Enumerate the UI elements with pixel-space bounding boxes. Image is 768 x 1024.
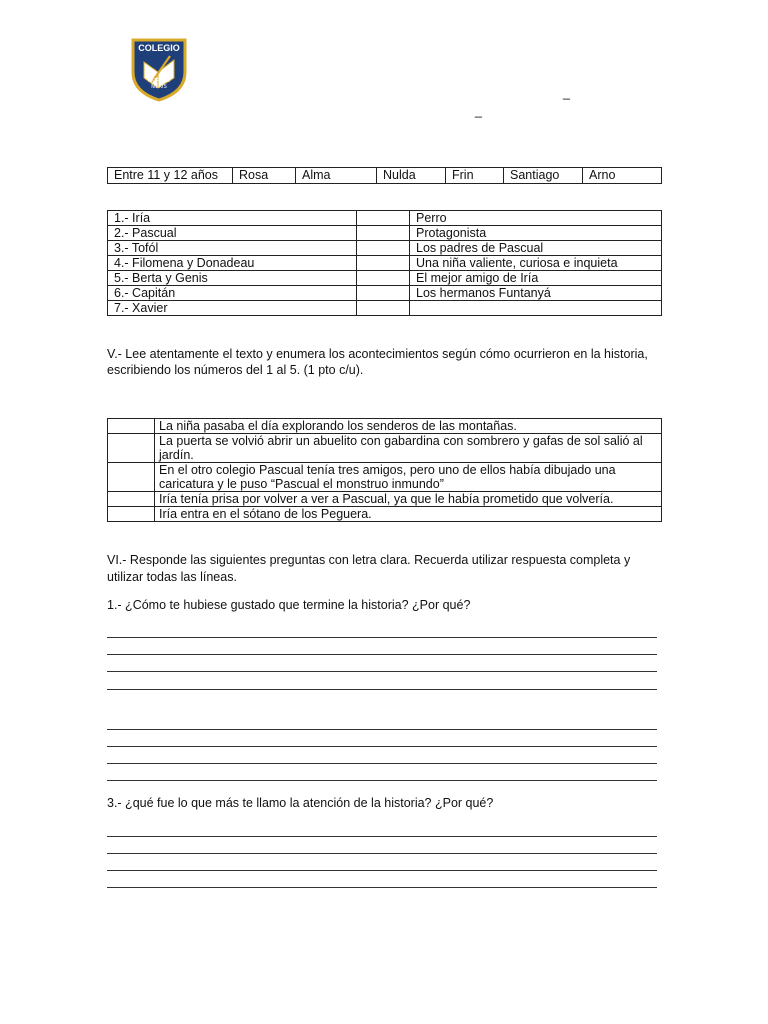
- table-row: [108, 211, 662, 226]
- answer-line[interactable]: [107, 729, 657, 730]
- event-line: Iría entra en el sótano de los Peguera.: [159, 507, 372, 521]
- table-cell: Santiago: [504, 168, 583, 184]
- table-row: [108, 226, 662, 241]
- event-line: Iría tenía prisa por volver a ver a Pascual, ya que le había prometido que volvería.: [159, 492, 614, 506]
- table-cell: Frin: [446, 168, 504, 184]
- answer-line[interactable]: [107, 870, 657, 871]
- answer-line[interactable]: [107, 637, 657, 638]
- event-text: [155, 463, 662, 492]
- order-box[interactable]: [108, 492, 155, 507]
- table-cell: Nulda: [377, 168, 446, 184]
- order-box[interactable]: [108, 434, 155, 463]
- match-right: [410, 301, 662, 316]
- table-row: [108, 241, 662, 256]
- order-box[interactable]: [108, 463, 155, 492]
- event-line: caricatura y le puso “Pascual el monstruo inmundo”: [159, 477, 444, 491]
- table-row: [108, 434, 662, 463]
- school-logo: [130, 38, 188, 102]
- match-left: 1.- Iría: [108, 211, 357, 226]
- match-left: 5.- Berta y Genis: [108, 271, 357, 286]
- event-text: [155, 419, 662, 434]
- header-dash-1: _: [563, 86, 570, 100]
- event-line: jardín.: [159, 448, 194, 462]
- instruction-line: V.- Lee atentamente el texto y enumera los acontecimientos según cómo ocurrieron en la historia,: [107, 347, 648, 361]
- header-dash-2: _: [475, 104, 482, 118]
- answer-line[interactable]: [107, 836, 657, 837]
- answer-line[interactable]: [107, 780, 657, 781]
- match-left: 4.- Filomena y Donadeau: [108, 256, 357, 271]
- match-left: 7.- Xavier: [108, 301, 357, 316]
- answer-box[interactable]: [357, 211, 410, 226]
- table-row: [108, 419, 662, 434]
- answer-line[interactable]: [107, 853, 657, 854]
- table-cell: Rosa: [233, 168, 296, 184]
- answer-line[interactable]: [107, 654, 657, 655]
- answer-box[interactable]: [357, 226, 410, 241]
- answer-line[interactable]: [107, 763, 657, 764]
- event-line: La niña pasaba el día explorando los senderos de las montañas.: [159, 419, 517, 433]
- table-row: [108, 286, 662, 301]
- instruction-line: utilizar todas las líneas.: [107, 570, 237, 584]
- event-line: En el otro colegio Pascual tenía tres amigos, pero uno de ellos había dibujado una: [159, 463, 616, 477]
- section-v-instruction: [107, 347, 667, 378]
- table-cell: Entre 11 y 12 años: [108, 168, 233, 184]
- match-left: 2.- Pascual: [108, 226, 357, 241]
- answer-line[interactable]: [107, 671, 657, 672]
- order-box[interactable]: [108, 419, 155, 434]
- table-cell: Arno: [583, 168, 662, 184]
- answer-line[interactable]: [107, 887, 657, 888]
- match-table: [107, 210, 662, 316]
- answer-box[interactable]: [357, 271, 410, 286]
- match-right: El mejor amigo de Iría: [410, 271, 662, 286]
- table-row: [108, 168, 662, 184]
- question-1: 1.- ¿Cómo te hubiese gustado que termine la historia? ¿Por qué?: [107, 598, 471, 612]
- table-row: [108, 463, 662, 492]
- table-cell: Alma: [296, 168, 377, 184]
- instruction-line: escribiendo los números del 1 al 5. (1 pto c/u).: [107, 363, 364, 377]
- table-row: [108, 492, 662, 507]
- match-right: Los hermanos Funtanyá: [410, 286, 662, 301]
- event-line: La puerta se volvió abrir un abuelito con gabardina con sombrero y gafas de sol salió al: [159, 434, 643, 448]
- answer-line[interactable]: [107, 689, 657, 690]
- match-right: Perro: [410, 211, 662, 226]
- event-text: [155, 507, 662, 522]
- event-text: [155, 492, 662, 507]
- answer-box[interactable]: [357, 286, 410, 301]
- table-row: [108, 507, 662, 522]
- match-right: Una niña valiente, curiosa e inquieta: [410, 256, 662, 271]
- question-3: 3.- ¿qué fue lo que más te llamo la atención de la historia? ¿Por qué?: [107, 796, 494, 810]
- names-table: [107, 167, 662, 184]
- instruction-line: VI.- Responde las siguientes preguntas con letra clara. Recuerda utilizar respuesta completa y: [107, 553, 631, 567]
- answer-line[interactable]: [107, 746, 657, 747]
- event-text: [155, 434, 662, 463]
- section-vi-instruction: [107, 553, 667, 585]
- logo-text-top: COLEGIO: [138, 43, 180, 53]
- answer-box[interactable]: [357, 241, 410, 256]
- answer-box[interactable]: [357, 256, 410, 271]
- order-box[interactable]: [108, 507, 155, 522]
- match-right: Protagonista: [410, 226, 662, 241]
- logo-text-bottom: PATRICIO MEKIS: [147, 78, 171, 90]
- answer-box[interactable]: [357, 301, 410, 316]
- match-right: Los padres de Pascual: [410, 241, 662, 256]
- table-row: [108, 271, 662, 286]
- match-left: 6.- Capitán: [108, 286, 357, 301]
- match-left: 3.- Tofól: [108, 241, 357, 256]
- events-table: [107, 418, 662, 522]
- table-row: [108, 301, 662, 316]
- table-row: [108, 256, 662, 271]
